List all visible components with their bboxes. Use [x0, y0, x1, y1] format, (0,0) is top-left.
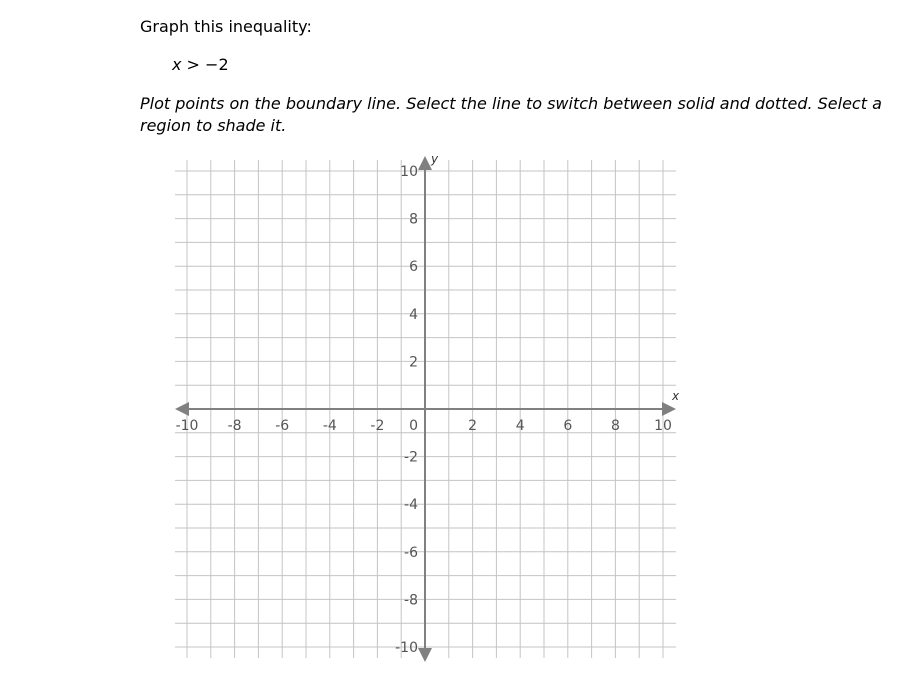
- inequality-rest: > −2: [181, 55, 229, 74]
- x-tick-label: -6: [275, 418, 290, 434]
- y-tick-label: -6: [404, 544, 418, 561]
- question-prompt: Graph this inequality:: [140, 17, 312, 36]
- x-tick-label: 2: [468, 418, 478, 434]
- x-tick-label: -10: [175, 418, 199, 434]
- y-tick-label: -8: [404, 592, 418, 609]
- y-axis-down-arrow-icon: [418, 648, 432, 662]
- y-tick-label: -10: [395, 640, 418, 656]
- x-tick-label: 8: [610, 418, 620, 434]
- y-tick-label: 6: [409, 259, 418, 276]
- x-tick-label: 6: [563, 418, 573, 434]
- origin-label: 0: [409, 418, 418, 434]
- x-tick-label: 10: [654, 418, 672, 434]
- x-tick-label: 4: [515, 418, 525, 434]
- y-tick-label: -4: [404, 497, 418, 514]
- x-tick-label: -4: [322, 418, 337, 434]
- x-tick-label: -8: [227, 418, 242, 434]
- y-tick-label: 10: [400, 164, 418, 180]
- axes: [175, 156, 676, 662]
- instructions: Plot points on the boundary line. Select the line to switch between solid and dotted. Select a region to shade it.: [140, 94, 882, 135]
- x-tick-label: -2: [370, 418, 385, 434]
- y-tick-label: 2: [409, 354, 418, 371]
- x-axis-label: x: [672, 389, 680, 403]
- y-axis-up-arrow-icon: [418, 156, 432, 170]
- y-axis-label: y: [431, 152, 439, 166]
- x-axis-right-arrow-icon: [662, 402, 676, 416]
- x-axis-left-arrow-icon: [175, 402, 189, 416]
- y-tick-label: 8: [409, 211, 418, 228]
- y-tick-label: -2: [404, 449, 418, 466]
- y-tick-label: 4: [409, 306, 418, 323]
- inequality-variable: x: [172, 55, 182, 74]
